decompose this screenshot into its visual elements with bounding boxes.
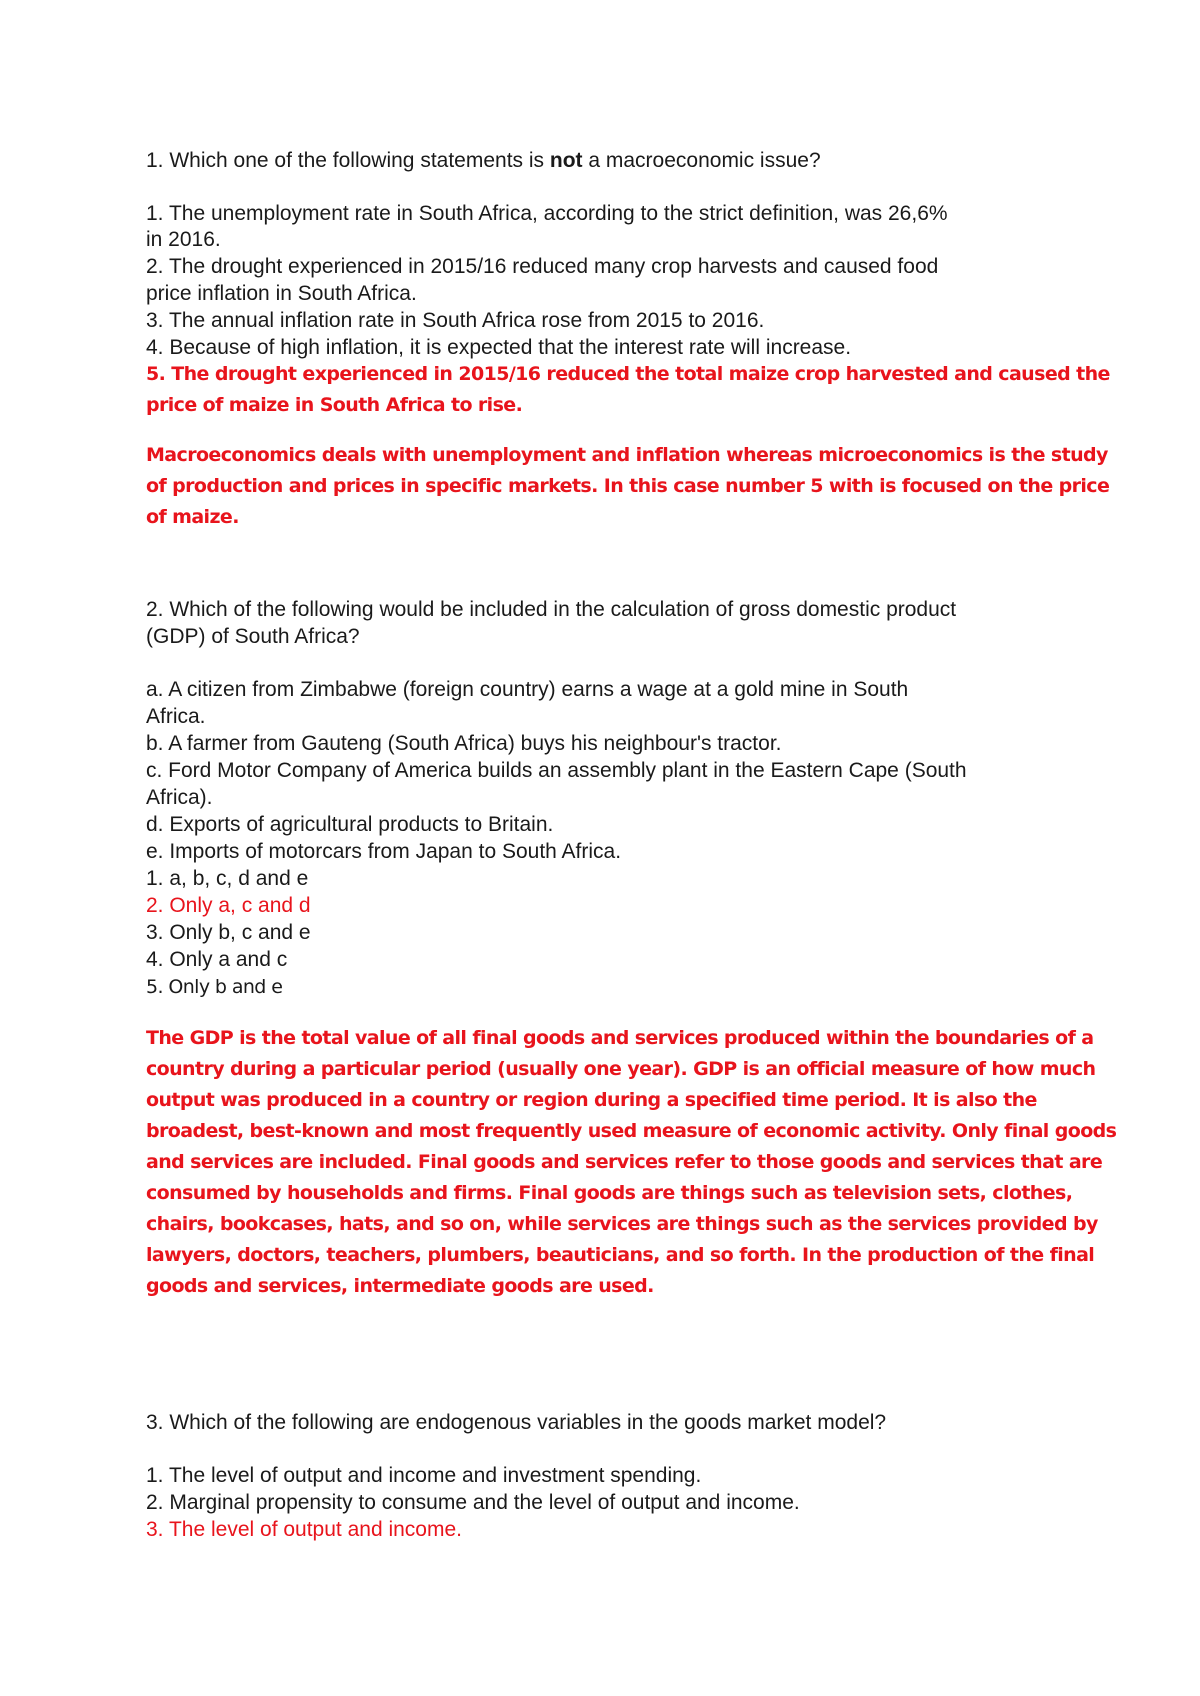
q1-explanation-line-2: of production and prices in specific markets. In this case number 5 with is focused on the price <box>146 475 1110 497</box>
q2-statement-e: e. Imports of motorcars from Japan to South Africa. <box>146 840 622 863</box>
q2-explanation-line-1: The GDP is the total value of all final goods and services produced within the boundaries of a <box>146 1027 1094 1049</box>
q2-statement-b: b. A farmer from Gauteng (South Africa) buys his neighbour's tractor. <box>146 732 782 755</box>
q2-statement-c-line-2: Africa). <box>146 786 213 809</box>
q3-option-2: 2. Marginal propensity to consume and the level of output and income. <box>146 1491 800 1514</box>
q3-question: 3. Which of the following are endogenous variables in the goods market model? <box>146 1411 887 1434</box>
q1-question-text-end: a macroeconomic issue? <box>582 149 821 172</box>
q2-question-line-2: (GDP) of South Africa? <box>146 625 360 648</box>
q2-statement-a-line-1: a. A citizen from Zimbabwe (foreign country) earns a wage at a gold mine in South <box>146 678 909 701</box>
q1-explanation-line-3: of maize. <box>146 506 239 528</box>
q1-option-2-line-1: 2. The drought experienced in 2015/16 reduced many crop harvests and caused food <box>146 255 939 278</box>
q2-option-3: 3. Only b, c and e <box>146 921 311 944</box>
q1-option-2-line-2: price inflation in South Africa. <box>146 282 417 305</box>
q2-option-4: 4. Only a and c <box>146 948 288 971</box>
q2-explanation-line-3: output was produced in a country or region during a specified time period. It is also the <box>146 1089 1037 1111</box>
q1-option-1-line-2: in 2016. <box>146 228 221 251</box>
q2-statement-c-line-1: c. Ford Motor Company of America builds an assembly plant in the Eastern Cape (South <box>146 759 967 782</box>
q2-explanation-line-5: and services are included. Final goods and services refer to those goods and services that are <box>146 1151 1103 1173</box>
q2-question-line-1: 2. Which of the following would be included in the calculation of gross domestic product <box>146 598 957 621</box>
q1-option-4: 4. Because of high inflation, it is expected that the interest rate will increase. <box>146 336 852 359</box>
q1-answer-line-2: price of maize in South Africa to rise. <box>146 394 523 416</box>
q1-question-emphasis: not <box>549 149 583 172</box>
q2-option-1: 1. a, b, c, d and e <box>146 867 309 890</box>
q2-option-5: 5. Only b and e <box>146 976 283 998</box>
q1-question <box>146 147 821 174</box>
q2-explanation-line-6: consumed by households and firms. Final goods are things such as television sets, clothes, <box>146 1182 1073 1204</box>
q1-option-1-line-1: 1. The unemployment rate in South Africa, according to the strict definition, was 26,6% <box>146 202 948 225</box>
q3-option-3-answer: 3. The level of output and income. <box>146 1518 462 1541</box>
q2-statement-d: d. Exports of agricultural products to Britain. <box>146 813 554 836</box>
q1-option-3: 3. The annual inflation rate in South Africa rose from 2015 to 2016. <box>146 309 765 332</box>
q2-statement-a-line-2: Africa. <box>146 705 206 728</box>
q3-option-1: 1. The level of output and income and investment spending. <box>146 1464 702 1487</box>
q2-option-2-answer: 2. Only a, c and d <box>146 894 311 917</box>
q1-answer-line-1: 5. The drought experienced in 2015/16 reduced the total maize crop harvested and caused the <box>146 363 1110 385</box>
q2-explanation-line-4: broadest, best-known and most frequently used measure of economic activity. Only final goods <box>146 1120 1117 1142</box>
q2-explanation-line-7: chairs, bookcases, hats, and so on, while services are things such as the services provided by <box>146 1213 1098 1235</box>
q1-explanation-line-1: Macroeconomics deals with unemployment and inflation whereas microeconomics is the study <box>146 444 1108 466</box>
q2-explanation-line-9: goods and services, intermediate goods are used. <box>146 1275 654 1297</box>
q2-explanation-line-2: country during a particular period (usually one year). GDP is an official measure of how much <box>146 1058 1096 1080</box>
q2-explanation-line-8: lawyers, doctors, teachers, plumbers, beauticians, and so forth. In the production of the final <box>146 1244 1095 1266</box>
q1-question-text: 1. Which one of the following statements is <box>146 149 550 172</box>
